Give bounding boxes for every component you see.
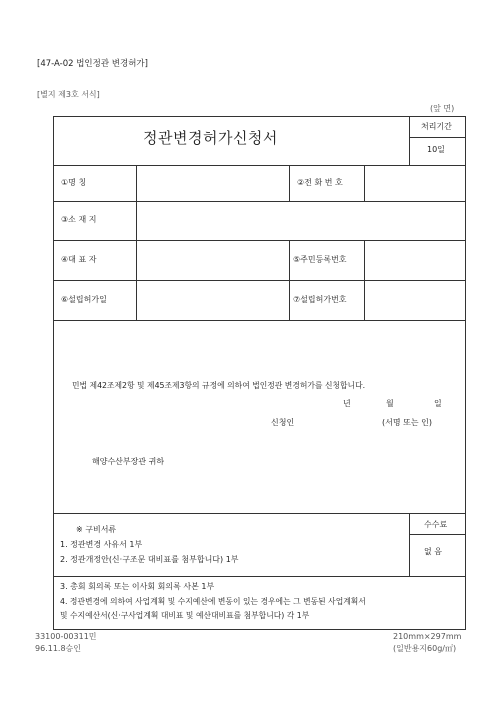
field-representative-label: ④대 표 자 <box>61 255 97 264</box>
field-address-label: ③소 재 지 <box>61 215 97 224</box>
field-resident-no-label: ⑤주민등록번호 <box>293 255 347 264</box>
fee-value: 없 음 <box>424 547 442 556</box>
row-line-5 <box>53 320 466 321</box>
established-date-input[interactable] <box>137 281 288 319</box>
approval-date: 96.11.8승인 <box>35 644 81 653</box>
doc-item-4-cont: 및 수지예산서(신·구사업계획 대비표 및 예산대비표를 첨부합니다) 각 1부 <box>60 611 310 620</box>
fee-mid-line <box>409 534 466 535</box>
fee-label: 수수료 <box>424 520 448 529</box>
form-number: [별지 제3호 서식] <box>37 90 100 99</box>
phone-input[interactable] <box>365 166 465 200</box>
field-phone-label: ②전 화 번 호 <box>297 178 343 187</box>
applicant-signature-field[interactable] <box>300 415 378 429</box>
resident-no-input[interactable] <box>365 241 465 279</box>
date-month-label: 월 <box>386 399 394 408</box>
address-input[interactable] <box>137 202 465 239</box>
name-input[interactable] <box>137 166 288 200</box>
form-title: 정관변경허가신청서 <box>143 129 278 147</box>
required-docs-header: ※ 구비서류 <box>76 525 117 534</box>
title-divider <box>409 116 410 165</box>
processing-period-label: 처리기간 <box>421 122 452 131</box>
field-name-label: ①명 칭 <box>61 178 87 187</box>
date-year-label: 년 <box>343 399 351 408</box>
fee-divider <box>409 513 410 576</box>
date-day-label: 일 <box>434 399 442 408</box>
docs-top-line <box>53 513 466 514</box>
form-code: [47-A-02 법인정관 변경허가] <box>37 59 148 69</box>
doc-item-1: 1. 정관변경 사유서 1부 <box>60 540 143 549</box>
applicant-label: 신청인 <box>271 418 295 427</box>
docs-split-line <box>53 576 466 577</box>
mid-col-divider-bottom <box>289 240 290 320</box>
field-established-date-label: ⑥설립허가일 <box>61 295 107 304</box>
field-permit-no-label: ⑦설립허가번호 <box>293 295 347 304</box>
doc-item-2: 2. 정관개정안(신·구조문 대비표를 첨부합니다) 1부 <box>60 555 239 564</box>
processing-period-value: 10일 <box>427 145 445 154</box>
application-statement: 민법 제42조제2항 및 제45조제3항의 규정에 의하여 법인정관 변경허가를 신청합니다. <box>72 381 366 390</box>
representative-input[interactable] <box>137 241 288 279</box>
doc-item-3: 3. 총회 회의록 또는 이사회 회의록 사본 1부 <box>60 582 215 591</box>
processing-divider <box>409 137 466 138</box>
doc-item-4: 4. 정관변경에 의하여 사업계획 및 수지예산에 변동이 있는 경우에는 그 변동된 사업계획서 <box>60 597 366 606</box>
signature-label: (서명 또는 인) <box>382 418 432 427</box>
permit-no-input[interactable] <box>365 281 465 319</box>
doc-code: 33100-00311민 <box>35 632 97 641</box>
paper-type: (일반용지60g/㎡) <box>393 644 457 653</box>
paper-size: 210mm×297mm <box>393 632 462 641</box>
page-side-label: (앞 면) <box>430 104 455 113</box>
mid-col-divider-top <box>289 165 290 201</box>
recipient: 해양수산부장관 귀하 <box>92 457 165 466</box>
